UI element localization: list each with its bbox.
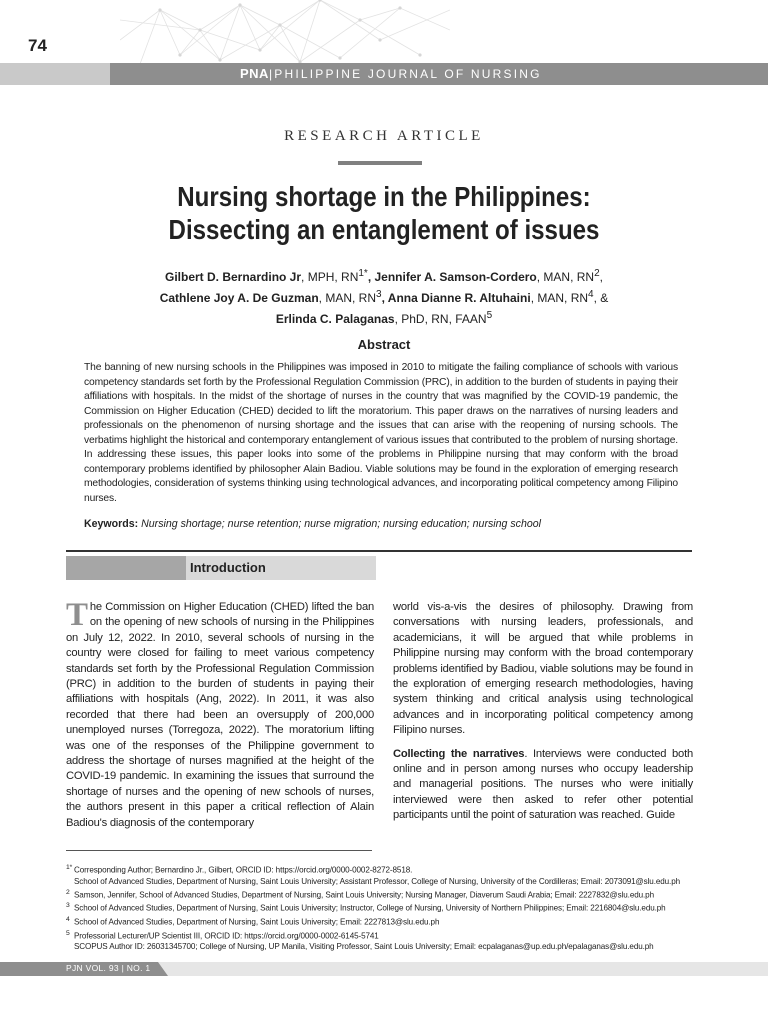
section-divider: [66, 550, 692, 552]
kicker-divider: [338, 161, 422, 165]
methods-paragraph-text: . Interviews were conducted both online and in person among nurses who occupy leadership and managerial positions. The nurses who were initially interviewed were then asked to refer other potential participants until the point of saturation was reached. Guide: [393, 747, 694, 822]
author-2-credentials: , MAN, RN: [536, 270, 595, 284]
footnote-text: SCOPUS Author ID: 26031345700; College of Nursing, UP Manila, Visiting Professor, Saint Louis University; Email: ecpalaganas@up.edu.ph/epalaganas@slu.edu.ph: [74, 942, 654, 952]
title-line-1: Nursing shortage in the Philippines:: [177, 181, 591, 212]
introduction-heading: Introduction: [190, 560, 266, 575]
author-5-credentials: , PhD, RN, FAAN: [394, 312, 487, 326]
author-4-name: , Anna Dianne R. Altuhaini: [381, 291, 531, 305]
abstract-text: The banning of new nursing schools in the Philippines was imposed in 2010 to mitigate the failing compliance of schools with various competency standards set forth by the Professional Regulation Commission (PRC), in addition to the burden of students in paying their affiliations with hospitals. In the midst of the shortage of nurses in the country that was magnified by the COVID-19 pandemic, the Commission on Higher Education (CHED) decided to lift the moratorium. This paper draws on the narratives of nursing leaders and professionals on the phenomenon of nursing shortage and the issues that can arise with the reopening of nursing schools. The verbatims highlight the historical and contemporary entanglement of various issues that contributed to the problem of nursing shortage. In addressing these issues, this paper looks into some of the problems in Philippine nursing that may conform with the broad contemporary problems identified by philosopher Alain Badiou. Viable solutions may be found in the exploration of emerging research methodologies, consideration of systems thinking using technological advances, and incorporating political competency among Filipino nurses.: [84, 362, 678, 504]
author-5-affiliation: 5: [486, 310, 493, 321]
methods-paragraph: [393, 747, 693, 824]
author-list: Gilbert D. Bernardino Jr, MPH, $RN^{1*}$, Jennifer A. Samson-Cordero, MAN, $RN^2$, Cathlene Joy A. De Guzman, MAN, $RN^3$, Anna Dianne R. Altuhaini, MAN, $RN^4$, & Erlinda C. Palaganas, PhD, RN, FAAN$^5$: [159, 268, 609, 326]
journal-title: PHILIPPINE JOURNAL OF NURSING: [274, 67, 542, 81]
footnote-text: Professorial Lecturer/UP Scientist III, ORCID ID: https://orcid.org/0000-0002-6145-5741: [74, 931, 379, 941]
author-1-credentials: , MPH, RN: [301, 270, 359, 284]
abstract-heading: Abstract: [357, 337, 411, 352]
footnote-text: School of Advanced Studies, Department of Nursing, Saint Louis University; Instructor, College of Nursing, University of Northern Philippines; Email: 2216804@slu.edu.ph: [74, 904, 666, 914]
author-1-affiliation: 1*: [358, 268, 368, 279]
journal-brand-logo: PNA: [240, 66, 269, 81]
author-1-name: Gilbert D. Bernardino Jr: [165, 270, 302, 284]
footnote-marker: 5: [66, 929, 70, 937]
footnote-3: [66, 900, 706, 914]
journal-name: [240, 66, 542, 81]
author-2-name: , Jennifer A. Samson-Cordero: [367, 270, 537, 284]
footnote-marker: 4: [66, 916, 70, 924]
footnote-1-continued: [66, 876, 706, 887]
article-type: RESEARCH ARTICLE: [284, 128, 484, 144]
footnote-1: [66, 862, 706, 876]
intro-paragraph: [66, 597, 374, 831]
drop-cap: T: [66, 597, 88, 633]
header-banner-accent: [0, 63, 110, 85]
footnote-text: School of Advanced Studies, Department of Nursing, Saint Louis University; Email: 2227813@slu.edu.ph: [74, 917, 440, 927]
footnote-marker: 3: [66, 902, 70, 910]
footnote-5-continued: [66, 941, 706, 952]
body-column-left: [66, 597, 374, 839]
author-3-name: Cathlene Joy A. De Guzman: [159, 291, 319, 305]
author-4-affiliation: 4: [588, 289, 594, 300]
footnote-text: School of Advanced Studies, Department of Nursing, Saint Louis University; Assistant Professor, College of Nursing, University of the Cordilleras; Email: 2073091@slu.edu.ph: [74, 876, 681, 886]
footnote-4: [66, 914, 706, 928]
title-line-2: Dissecting an entanglement of issues: [168, 214, 600, 245]
volume-issue-label: PJN VOL. 93 | NO. 1: [66, 963, 151, 973]
journal-separator: |: [268, 67, 275, 81]
author-2-affiliation: 2: [594, 268, 600, 279]
footnote-text: Samson, Jennifer, School of Advanced Studies, Department of Nursing, Saint Louis University; Nursing Manager, Diaverum Saudi Arabia; Email: 2227832@slu.edu.ph: [74, 890, 654, 900]
footnotes: [66, 862, 706, 952]
body-column-right: [393, 600, 693, 832]
intro-paragraph-continued: world vis-a-vis the desires of philosophy. Drawing from conversations with nursing leaders, professionals, and academicians, it will be argued that while problems in Philippine nursing may conform with the broad contemporary problems identified by Badiou, viable solutions may be found in the exploration of emerging research methodologies, having system thinking and critical analysis using technological advances and in incorporating political competency among Filipino nurses.: [393, 601, 693, 737]
footnote-5: [66, 928, 706, 942]
footnote-2: [66, 887, 706, 901]
intro-paragraph-text: he Commission on Higher Education (CHED) lifted the ban on the opening of new schools of nursing in the Philippines on July 12, 2022. In 2010, several schools of nursing in the country were closed for failing to meet various competency standards set forth by the Professional Regulation Commission (PRC) in addition to the burden of students in paying their affiliations with hospitals (Ang, 2022). In 2011, it was also recorded that there had been an oversupply of 200,000 unemployed nurses (Torregoza, 2022). The moratorium lifting was one of the responses of the Philippine government to address the shortage of nurses magnified at the height of the COVID-19 pandemic. In examining the issues that surround the shortage of nurses and the opening of new schools of nurses, the authors present in this paper a critical reflection of Alain Badiou's diagnosis of the contemporary: [66, 601, 374, 829]
network-pattern-decoration: [120, 0, 450, 64]
author-separator: , &: [593, 291, 609, 305]
keywords-label: Keywords:: [84, 518, 139, 530]
article-title: [54, 180, 714, 246]
footnote-marker: 2: [66, 888, 70, 896]
footnote-text: Corresponding Author; Bernardino Jr., Gilbert, ORCID ID: https://orcid.org/0000-0002-8272-8518.: [74, 865, 413, 875]
page-number: 74: [28, 36, 47, 55]
methods-run-in-heading: Collecting the narratives: [393, 747, 525, 760]
section-heading-bar-accent: [66, 556, 186, 580]
footnote-marker: 1*: [66, 864, 73, 871]
author-3-credentials: , MAN, RN: [318, 291, 376, 305]
keywords: [84, 518, 678, 530]
footnote-divider: [66, 850, 372, 851]
author-3-affiliation: 3: [376, 289, 382, 300]
author-4-credentials: , MAN, RN: [530, 291, 589, 305]
keywords-list: Nursing shortage; nurse retention; nurse migration; nursing education; nursing school: [141, 518, 541, 530]
author-5-name: Erlinda C. Palaganas: [275, 312, 395, 326]
